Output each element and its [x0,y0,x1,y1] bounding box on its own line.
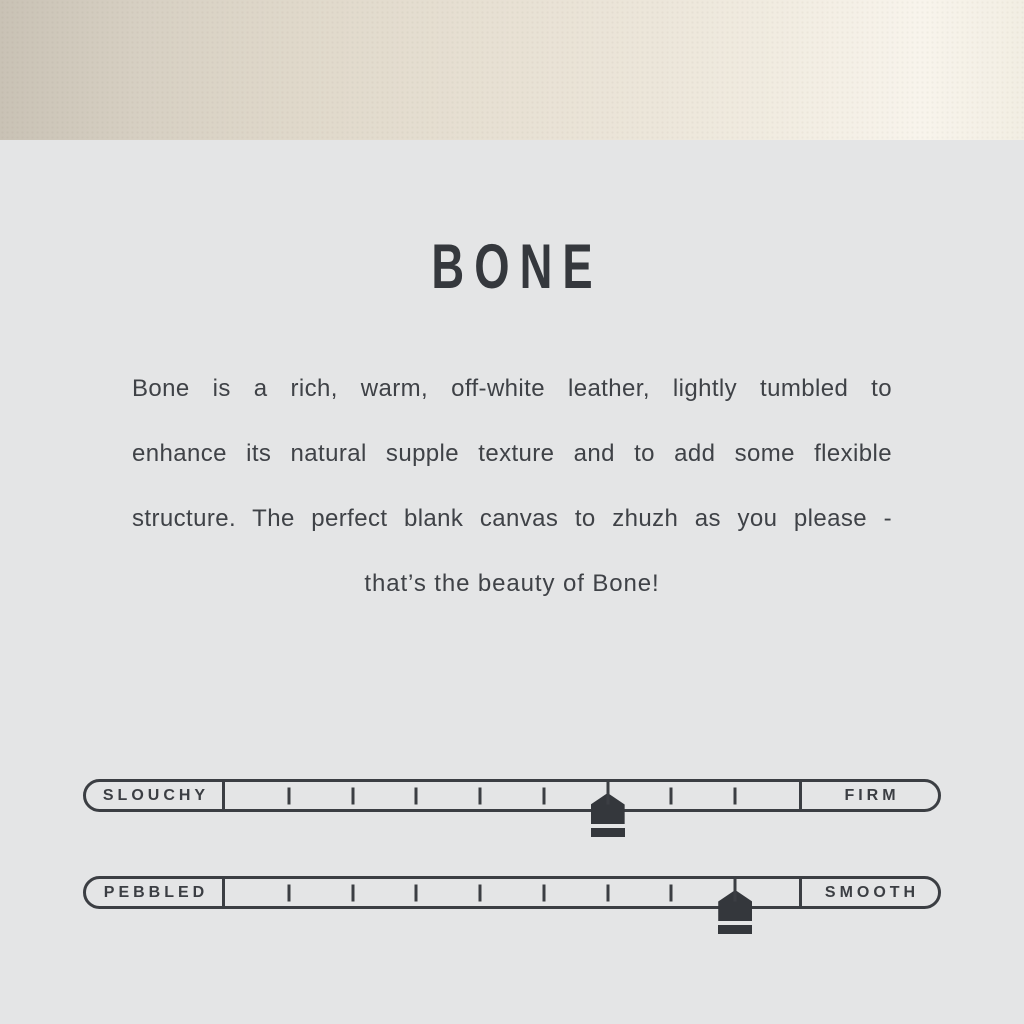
scale-left-label: SLOUCHY [102,786,210,804]
leather-swatch-photo [0,0,1024,140]
scale-left-cap [86,782,225,809]
tick-mark [351,787,354,804]
scale-right-cap [799,782,938,809]
tick-mark [606,787,609,804]
scale-right-label: FIRM [844,786,900,804]
tick-mark [542,787,545,804]
tick-mark [734,884,737,901]
description-line-1: Bone is a rich, warm, off-white leather, lightly tumbled to [132,375,892,402]
tick-mark [670,884,673,901]
tick-mark [479,884,482,901]
description-line-2: enhance its natural supple texture and to add some flexible [132,440,892,467]
tick-mark [287,884,290,901]
tick-mark [670,787,673,804]
scale-right-label: SMOOTH [824,883,920,901]
scale-left-cap [86,879,225,906]
scale-track [225,879,799,906]
tick-mark [415,787,418,804]
structure-scale [83,779,941,812]
tick-mark [287,787,290,804]
scale-track [225,782,799,809]
marker-base-icon [718,925,752,934]
tick-mark [606,884,609,901]
texture-scale [83,876,941,909]
page-title [0,232,1024,302]
tick-mark [479,787,482,804]
tick-mark [351,884,354,901]
page-title-text: BONE [431,232,603,302]
tick-mark [415,884,418,901]
scale-right-cap [799,879,938,906]
description-line-4: that’s the beauty of Bone! [364,570,660,597]
product-description [132,356,892,616]
tick-mark [542,884,545,901]
tick-mark [734,787,737,804]
marker-base-icon [591,828,625,837]
description-line-3: structure. The perfect blank canvas to zhuzh as you please - [132,505,892,532]
scale-left-label: PEBBLED [103,883,209,901]
